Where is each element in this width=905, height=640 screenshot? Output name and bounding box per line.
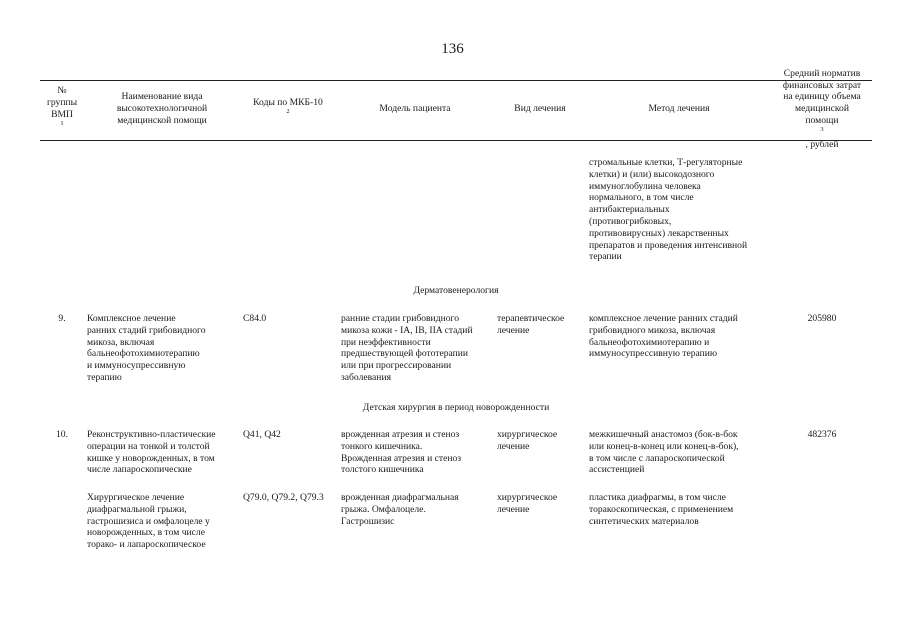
row-10b-icd-codes: Q79.0, Q79.2, Q79.3 [243, 492, 324, 503]
row-10-treatment-type: хирургическое лечение [497, 429, 558, 452]
row-10b-patient-model: врожденная диафрагмальная грыжа. Омфалоцеле. Гастрошизис [341, 492, 459, 527]
row-9-number: 9. [58, 313, 66, 324]
row-10-care-name: Реконструктивно-пластические операции на тонкой и толстой кишке у новорожденных, в том числе лапароскопические [87, 429, 216, 476]
row-9-treatment-type: терапевтическое лечение [497, 313, 565, 336]
row-10-icd-codes: Q41, Q42 [243, 429, 281, 440]
header-treatment-method: Метод лечения [648, 103, 710, 115]
page-number: 136 [441, 41, 464, 57]
header-average-cost: Средний норматив финансовых затрат на единицу объема медицинской помощи $^3$ , рублей [782, 67, 862, 150]
header-patient-model: Модель пациента [379, 103, 451, 115]
row-9-icd-codes: C84.0 [243, 313, 267, 324]
row-9-patient-model: ранние стадии грибовидного микоза кожи - IA, IB, IIA стадий при неэффективности предшествующей фототерапии или при прогрессировании заболевания [341, 313, 473, 383]
header-group-number: № группы ВМП $^1$ [46, 85, 78, 127]
row-10-average-cost: 482376 [807, 429, 837, 440]
row-9-treatment-method: комплексное лечение ранних стадий грибовидного микоза, включая бальнеофотохимиотерапию и иммуносупрессивную терапию [589, 313, 738, 360]
header-icd-codes: Коды по МКБ-10 $^2$ [253, 97, 323, 115]
row-10b-treatment-type: хирургическое лечение [497, 492, 558, 515]
row-10-treatment-method: межкишечный анастомоз (бок-в-бок или конец-в-конец или конец-в-бок), в том числе с лапароскопической ассистенцией [589, 429, 739, 476]
header-care-name: Наименование вида высокотехнологичной медицинской помощи [116, 91, 208, 126]
header-treatment-type: Вид лечения [514, 103, 566, 115]
row-9-average-cost: 205980 [807, 313, 837, 324]
row-9-care-name: Комплексное лечение ранних стадий грибовидного микоза, включая бальнеофотохимиотерапию и иммуносупрессивную терапию [87, 313, 206, 383]
continued-method-text: стромальные клетки, Т-регуляторные клетки) и (или) высокодозного иммуноглобулина человека нормального, в том числе антибактериальных (противогрибковых, противовирусных) лекарственных препаратов и проведения интенсивной терапии [589, 157, 748, 263]
row-10b-care-name: Хирургическое лечение диафрагмальной грыжи, гастрошизиса и омфалоцеле у новорожденных, в том числе торако- и лапароскопическое [87, 492, 210, 551]
row-10-patient-model: врожденная атрезия и стеноз тонкого кишечника. Врожденная атрезия и стеноз толстого кишечника [341, 429, 462, 476]
section-title-dermatology: Дерматовенерология [413, 285, 499, 296]
section-title-neonatal-surgery: Детская хирургия в период новорожденности [362, 402, 550, 413]
row-10b-treatment-method: пластика диафрагмы, в том числе торакоскопическая, с применением синтетических материалов [589, 492, 734, 527]
header-bottom-rule [40, 140, 872, 141]
row-10-number: 10. [56, 429, 68, 440]
